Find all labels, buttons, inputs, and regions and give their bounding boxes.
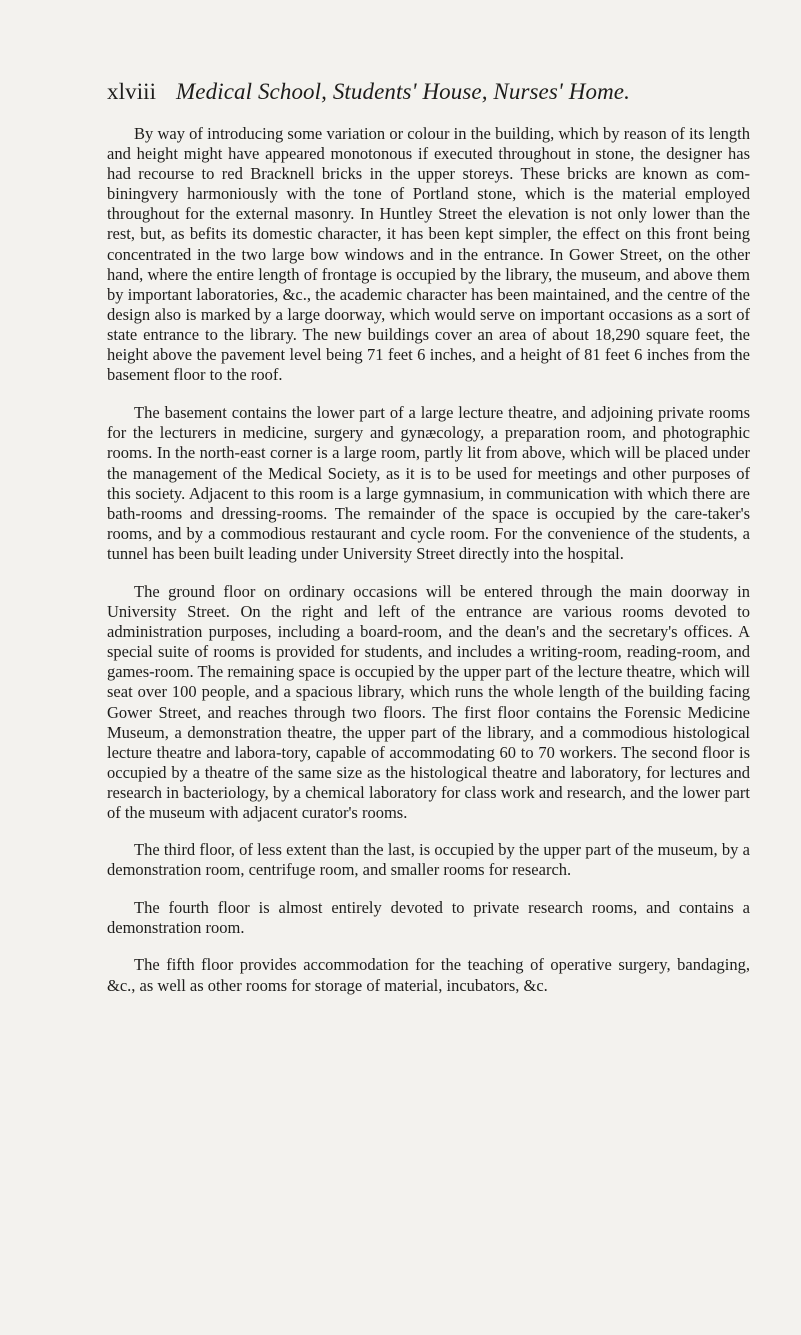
paragraph-third-floor: The third floor, of less extent than the last, is occupied by the upper part of the museum, by a demonstration room, centrifuge room, and smaller rooms for research. (107, 840, 750, 880)
paragraph-fifth-floor: The fifth floor provides accommodation for the teaching of operative surgery, bandaging, &c., as well as other rooms for storage of material, incubators, &c. (107, 955, 750, 995)
body-text (107, 124, 750, 1013)
paragraph-basement: The basement contains the lower part of a large lecture theatre, and adjoining private rooms for the lecturers in medicine, surgery and gynæcology, a preparation room, and photographic rooms. In the north-east corner is a large room, partly lit from above, which will be placed under the management of the Medical Society, as it is to be used for meetings and other purposes of this society. Adjacent to this room is a large gymnasium, in communication with which there are bath-rooms and dressing-rooms. The remainder of the space is occupied by the care-taker's rooms, and by a commodious restaurant and cycle room. For the convenience of the students, a tunnel has been built leading under University Street directly into the hospital. (107, 403, 750, 563)
page-number: xlviii (107, 79, 157, 104)
running-head (107, 78, 757, 106)
paragraph-exterior-materials: By way of introducing some variation or colour in the building, which by reason of its length and height might have appeared monotonous if executed throughout in stone, the designer has had recourse to red Bracknell bricks in the upper storeys. These bricks are known as com-biningvery harmoniously with the tone of Portland stone, which is the material employed throughout for the external masonry. In Huntley Street the elevation is not only lower than the rest, but, as befits its domestic character, it has been kept simpler, the effect on this front being concentrated in the two large bow windows and in the entrance. In Gower Street, on the other hand, where the entire length of frontage is occupied by the library, the museum, and above them by important laboratories, &c., the academic character has been maintained, and the centre of the design also is marked by a large doorway, which would serve on important occasions as a sort of state entrance to the library. The new buildings cover an area of about 18,290 square feet, the height above the pavement level being 71 feet 6 inches, and a height of 81 feet 6 inches from the basement floor to the roof. (107, 124, 750, 385)
running-title: Medical School, Students' House, Nurses' Home. (176, 79, 630, 104)
paragraph-fourth-floor: The fourth floor is almost entirely devoted to private research rooms, and contains a demonstration room. (107, 898, 750, 938)
paragraph-ground-first-second-floors: The ground floor on ordinary occasions will be entered through the main doorway in University Street. On the right and left of the entrance are various rooms devoted to administration purposes, including a board-room, and the dean's and the secretary's offices. A special suite of rooms is provided for students, and includes a writing-room, reading-room, and games-room. The remaining space is occupied by the upper part of the lecture theatre, which will seat over 100 people, and a spacious library, which runs the whole length of the building facing Gower Street, and reaches through two floors. The first floor contains the Forensic Medicine Museum, a demonstration theatre, the upper part of the library, and a commodious histological lecture theatre and labora-tory, capable of accommodating 60 to 70 workers. The second floor is occupied by a theatre of the same size as the histological theatre and laboratory, for lectures and research in bacteriology, by a chemical laboratory for class work and research, and the lower part of the museum with adjacent curator's rooms. (107, 581, 750, 822)
